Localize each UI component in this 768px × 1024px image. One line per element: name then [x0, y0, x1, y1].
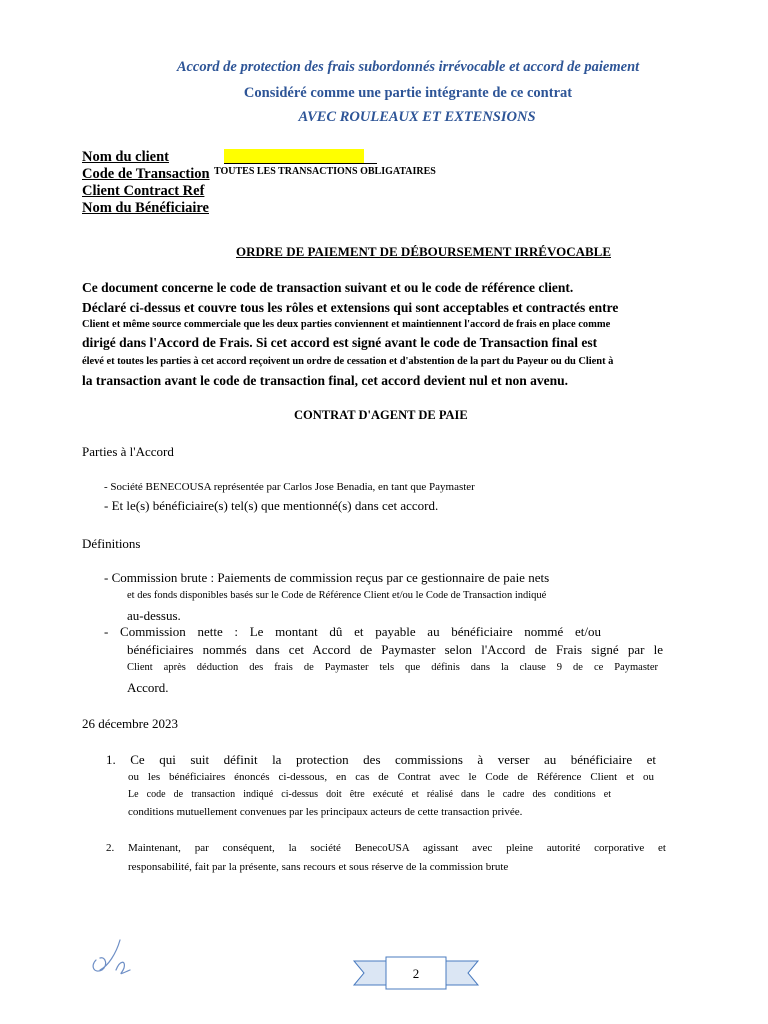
net-commission-line: bénéficiaires nommés dans cet Accord de Paymaster selon l'Accord de Frais signé par le: [127, 642, 663, 657]
document-date: 26 décembre 2023: [82, 716, 179, 731]
header-line-2: Considéré comme une partie intégrante de ce contrat: [243, 85, 573, 101]
clause-2-line: 2. Maintenant, par conséquent, la société BenecoUSA agissant avec pleine autorité corporative et: [106, 842, 666, 854]
client-name-label: Nom du client: [82, 149, 169, 165]
header-line-3: AVEC ROULEAUX ET EXTENSIONS: [298, 109, 536, 125]
parties-heading: Parties à l'Accord: [82, 444, 174, 459]
clause-1-line: ou les bénéficiaires énoncés ci-dessous, en cas de Contrat avec le Code de Référence Client et ou: [128, 771, 654, 783]
client-name-underline: [224, 163, 377, 164]
transaction-code-label: Code de Transaction: [82, 166, 210, 182]
clause-2-line: responsabilité, fait par la présente, sans recours et sous réserve de la commission brute: [128, 861, 509, 873]
transaction-code-value: TOUTES LES TRANSACTIONS OBLIGATAIRES: [214, 166, 436, 177]
net-commission-line: - Commission nette : Le montant dû et payable au bénéficiaire nommé et/ou: [104, 624, 601, 639]
party-item: - Et le(s) bénéficiaire(s) tel(s) que mentionné(s) dans cet accord.: [104, 498, 439, 513]
beneficiary-name-label: Nom du Bénéficiaire: [82, 200, 209, 216]
intro-line: la transaction avant le code de transaction final, cet accord devient nul et non avenu.: [82, 373, 568, 388]
definitions-heading: Définitions: [82, 536, 141, 551]
intro-line: dirigé dans l'Accord de Frais. Si cet accord est signé avant le code de Transaction final est: [82, 335, 598, 350]
intro-line: élevé et toutes les parties à cet accord reçoivent un ordre de cessation et d'abstention de la part du Payeur ou du Client à: [82, 356, 614, 367]
clause-1-line: Le code de transaction indiqué ci-dessus doit être exécuté et réalisé dans le cadre des conditions et: [128, 789, 611, 800]
header-line-1: Accord de protection des frais subordonnés irrévocable et accord de paiement: [176, 59, 640, 75]
party-item: - Société BENECOUSA représentée par Carlos Jose Benadia, en tant que Paymaster: [104, 481, 475, 493]
intro-line: Déclaré ci-dessus et couvre tous les rôles et extensions qui sont acceptables et contractés entre: [82, 300, 619, 315]
intro-line: Client et même source commerciale que les deux parties conviennent et maintiennent l'accord de frais en place comme: [82, 319, 611, 330]
intro-line: Ce document concerne le code de transaction suivant et ou le code de référence client.: [82, 280, 574, 295]
order-title: ORDRE DE PAIEMENT DE DÉBOURSEMENT IRRÉVOCABLE: [236, 244, 611, 259]
net-commission-line: Client après déduction des frais de Paymaster tels que définis dans la clause 9 de ce Paymaster: [127, 662, 658, 673]
gross-commission-line: - Commission brute : Paiements de commission reçus par ce gestionnaire de paie nets: [104, 570, 550, 585]
contract-title: CONTRAT D'AGENT DE PAIE: [294, 408, 468, 422]
client-name-highlight: [224, 149, 364, 163]
clause-1-line: conditions mutuellement convenues par les principaux acteurs de cette transaction privée.: [128, 806, 523, 818]
gross-commission-line: et des fonds disponibles basés sur le Code de Référence Client et/ou le Code de Transaction indiqué: [127, 590, 547, 601]
net-commission-line: Accord.: [127, 680, 169, 695]
client-contract-ref-label: Client Contract Ref: [82, 183, 205, 199]
clause-1-line: 1. Ce qui suit définit la protection des commissions à verser au bénéficiaire et: [106, 752, 656, 767]
page-number: 2: [412, 966, 420, 981]
gross-commission-line: au-dessus.: [127, 608, 181, 623]
signature-icon: [86, 930, 138, 978]
